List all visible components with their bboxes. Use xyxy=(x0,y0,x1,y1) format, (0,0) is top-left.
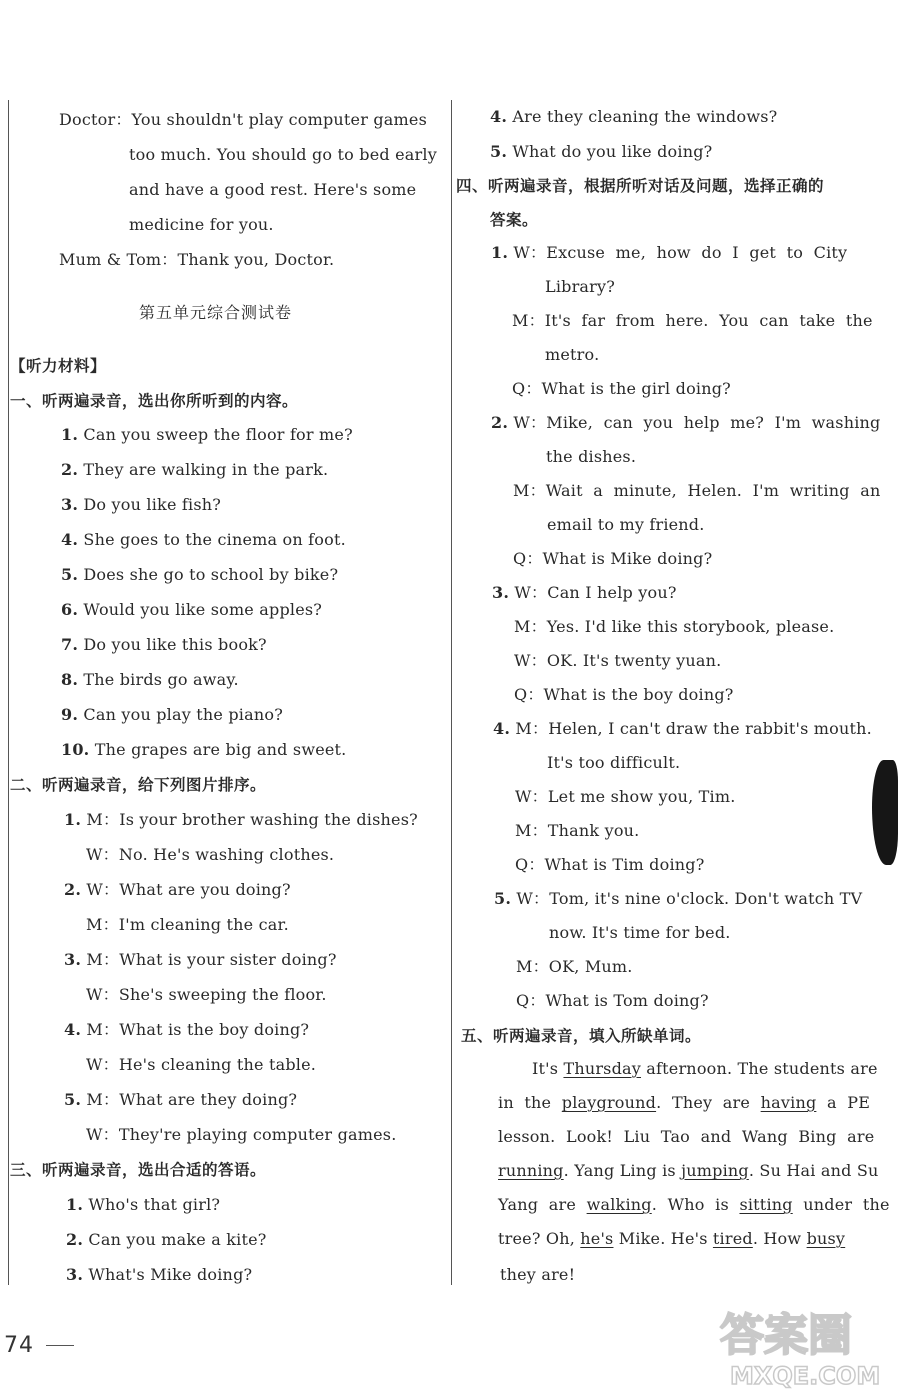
dialogue-line: 4. M：What is the boy doing? xyxy=(64,1020,310,1039)
watermark-logo xyxy=(702,1300,898,1390)
dialogue-line: medicine for you. xyxy=(129,215,274,234)
section-heading: 三、听两遍录音，选出合适的答语。 xyxy=(10,1161,267,1179)
dialogue-line: 4. M：Helen, I can't draw the rabbit's mouth. xyxy=(493,719,872,738)
unit-title: 第五单元综合测试卷 xyxy=(139,303,293,322)
dialogue-line: now. It's time for bed. xyxy=(549,923,731,942)
answer-word: tired xyxy=(712,1229,753,1248)
answer-word: busy xyxy=(806,1229,846,1248)
list-item: 9. Can you play the piano? xyxy=(61,705,283,724)
dialogue-line: M：I'm cleaning the car. xyxy=(86,915,289,934)
dialogue-line: Doctor：You shouldn't play computer games xyxy=(59,110,427,129)
passage-line: they are! xyxy=(500,1265,576,1284)
dialogue-line: W：He's cleaning the table. xyxy=(86,1055,317,1074)
dialogue-line: 1. W：Excuse me, how do I get to City xyxy=(491,243,848,262)
dialogue-line: Mum & Tom：Thank you, Doctor. xyxy=(59,250,335,269)
scan-binding-shadow xyxy=(872,760,898,865)
section-heading: 二、听两遍录音，给下列图片排序。 xyxy=(10,776,267,794)
dialogue-line: W：She's sweeping the floor. xyxy=(86,985,327,1004)
dialogue-line: Library? xyxy=(545,277,616,296)
dialogue-line: 2. W：Mike, can you help me? I'm washing xyxy=(491,413,881,432)
material-label: 【听力材料】 xyxy=(10,357,107,375)
watermark-text-cn: 答案圈 xyxy=(720,1310,852,1361)
section-heading: 五、听两遍录音，填入所缺单词。 xyxy=(461,1027,702,1045)
dialogue-line: It's too difficult. xyxy=(547,753,681,772)
dialogue-line: 1. M：Is your brother washing the dishes? xyxy=(64,810,418,829)
page-number: 74 xyxy=(4,1333,34,1358)
list-item: 4. She goes to the cinema on foot. xyxy=(61,530,346,549)
page-number-dash xyxy=(46,1345,74,1346)
section-heading-cont: 答案。 xyxy=(490,211,539,229)
dialogue-line: Q：What is the boy doing? xyxy=(514,685,734,704)
list-item: 7. Do you like this book? xyxy=(61,635,267,654)
dialogue-line: Q：What is Mike doing? xyxy=(513,549,713,568)
list-item: 2. They are walking in the park. xyxy=(61,460,329,479)
dialogue-line: metro. xyxy=(545,345,600,364)
list-item: 1. Can you sweep the floor for me? xyxy=(61,425,353,444)
list-item: 3. Do you like fish? xyxy=(61,495,222,514)
dialogue-line: M：Thank you. xyxy=(515,821,640,840)
answer-word: sitting xyxy=(739,1195,793,1214)
list-item: 5. What do you like doing? xyxy=(490,142,713,161)
passage-line: tree? Oh, he's Mike. He's tired. How busy xyxy=(498,1229,846,1248)
dialogue-line: 2. W：What are you doing? xyxy=(64,880,291,899)
dialogue-line: 3. W：Can I help you? xyxy=(492,583,677,602)
passage-line: Yang are walking. Who is sitting under the xyxy=(498,1195,890,1214)
list-item: 5. Does she go to school by bike? xyxy=(61,565,339,584)
answer-word: he's xyxy=(580,1229,614,1248)
dialogue-line: 5. M：What are they doing? xyxy=(64,1090,298,1109)
dialogue-line: W：Let me show you, Tim. xyxy=(515,787,736,806)
dialogue-line: too much. You should go to bed early xyxy=(129,145,437,164)
section-heading: 四、听两遍录音，根据所听对话及问题，选择正确的 xyxy=(456,177,825,195)
dialogue-line: 3. M：What is your sister doing? xyxy=(64,950,337,969)
passage-line: running. Yang Ling is jumping. Su Hai and Su xyxy=(498,1161,879,1180)
passage-line: lesson. Look! Liu Tao and Wang Bing are xyxy=(498,1127,875,1146)
dialogue-line: 5. W：Tom, it's nine o'clock. Don't watch TV xyxy=(494,889,863,908)
answer-word: Thursday xyxy=(563,1059,642,1078)
dialogue-line: M：Yes. I'd like this storybook, please. xyxy=(514,617,835,636)
dialogue-line: M：Wait a minute, Helen. I'm writing an xyxy=(513,481,881,500)
list-item: 2. Can you make a kite? xyxy=(66,1230,267,1249)
dialogue-line: M：OK, Mum. xyxy=(516,957,633,976)
list-item: 6. Would you like some apples? xyxy=(61,600,323,619)
passage-line: It's Thursday afternoon. The students are xyxy=(532,1059,878,1078)
passage-line: in the playground. They are having a PE xyxy=(498,1093,871,1112)
answer-word: playground xyxy=(561,1093,657,1112)
answer-word: jumping xyxy=(681,1161,749,1180)
section-heading: 一、听两遍录音，选出你所听到的内容。 xyxy=(10,392,299,410)
dialogue-line: W：They're playing computer games. xyxy=(86,1125,397,1144)
dialogue-line: the dishes. xyxy=(546,447,637,466)
dialogue-line: email to my friend. xyxy=(547,515,705,534)
dialogue-line: Q：What is Tim doing? xyxy=(515,855,705,874)
list-item: 4. Are they cleaning the windows? xyxy=(490,107,778,126)
answer-word: running xyxy=(498,1161,564,1180)
watermark-graphic xyxy=(702,1300,898,1390)
watermark-text-url: MXQE.COM xyxy=(730,1362,881,1390)
dialogue-line: and have a good rest. Here's some xyxy=(129,180,417,199)
dialogue-line: Q：What is Tom doing? xyxy=(516,991,709,1010)
column-divider xyxy=(451,100,452,1285)
list-item: 10. The grapes are big and sweet. xyxy=(61,740,347,759)
dialogue-line: M：It's far from here. You can take the xyxy=(512,311,873,330)
answer-word: having xyxy=(760,1093,817,1112)
list-item: 3. What's Mike doing? xyxy=(66,1265,253,1284)
left-margin-rule xyxy=(8,100,9,1285)
answer-word: walking xyxy=(586,1195,652,1214)
list-item: 8. The birds go away. xyxy=(61,670,239,689)
dialogue-line: W：OK. It's twenty yuan. xyxy=(514,651,722,670)
dialogue-line: Q：What is the girl doing? xyxy=(512,379,731,398)
dialogue-line: W：No. He's washing clothes. xyxy=(86,845,335,864)
list-item: 1. Who's that girl? xyxy=(66,1195,221,1214)
